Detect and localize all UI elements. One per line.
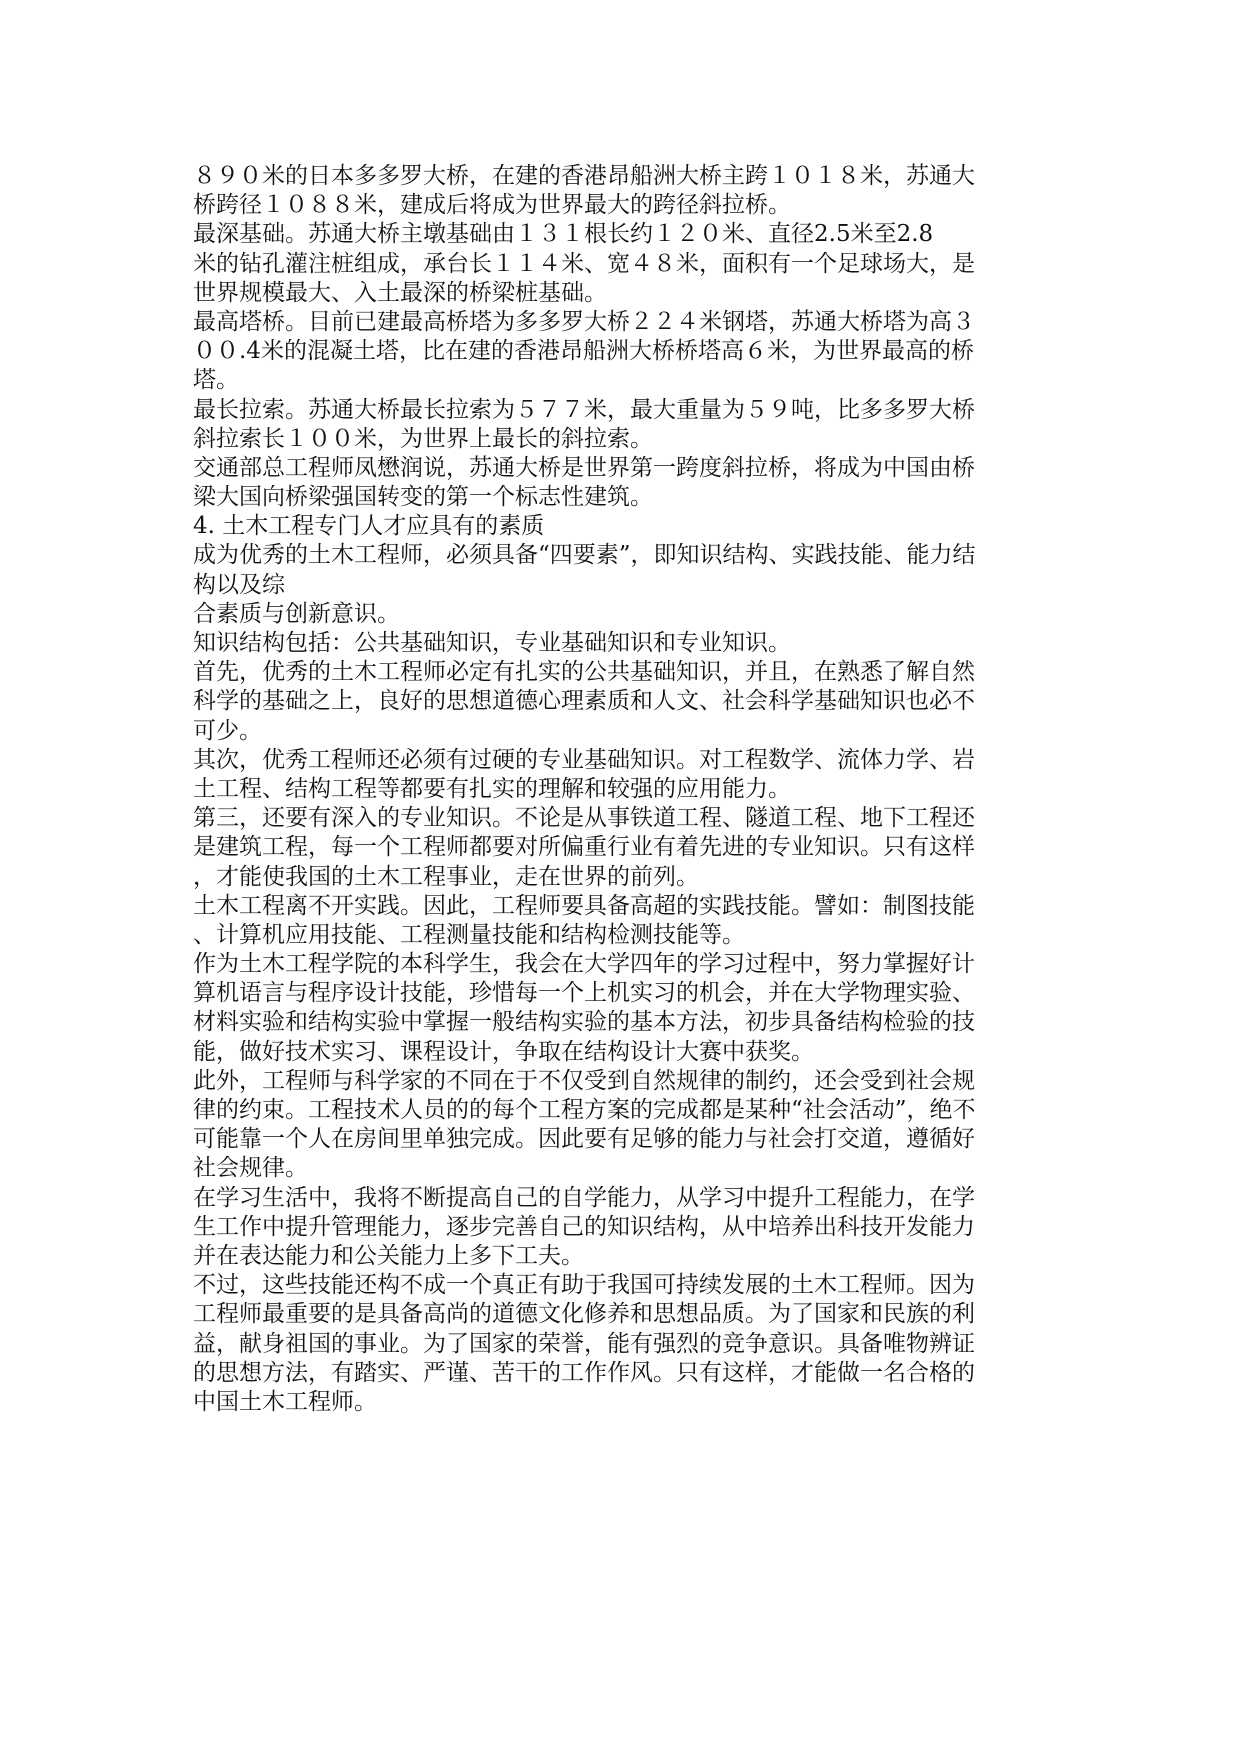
text-line: 能，做好技术实习、课程设计，争取在结构设计大赛中获奖。 [193,1038,814,1065]
text-line: 其次，优秀工程师还必须有过硬的专业基础知识。对工程数学、流体力学、岩 [193,746,975,773]
text-line: 合素质与创新意识。 [193,600,400,627]
text-line: 律的约束。工程技术人员的的每个工程方案的完成都是某种“社会活动”，绝不 [193,1097,976,1123]
text-line: 作为土木工程学院的本科学生，我会在大学四年的学习过程中，努力掌握好计 [193,951,975,978]
text-line: ００.4米的混凝土塔，比在建的香港昂船洲大桥桥塔高６米，为世界最高的桥 [193,338,974,365]
text-line: 工程师最重要的是具备高尚的道德文化修养和思想品质。为了国家和民族的利 [193,1301,975,1328]
text-line: 梁大国向桥梁强国转变的第一个标志性建筑。 [193,484,653,511]
text-line: 在学习生活中，我将不断提高自己的自学能力，从学习中提升工程能力，在学 [193,1184,975,1211]
text-line: 世界规模最大、入土最深的桥梁桩基础。 [193,279,607,306]
text-line: 的思想方法，有踏实、严谨、苦干的工作作风。只有这样，才能做一名合格的 [193,1359,975,1386]
section-heading: 4. 土木工程专门人才应具有的素质 [193,513,545,540]
text-line: 最深基础。苏通大桥主墩基础由１３１根长约１２０米、直径2.5米至2.8 [193,221,934,248]
text-line: 交通部总工程师凤懋润说，苏通大桥是世界第一跨度斜拉桥，将成为中国由桥 [193,454,975,481]
text-line: ８９０米的日本多多罗大桥，在建的香港昂船洲大桥主跨１０１８米，苏通大 [193,163,975,189]
text-line: 生工作中提升管理能力，逐步完善自己的知识结构，从中培养出科技开发能力 [193,1213,975,1240]
text-line: 材料实验和结构实验中掌握一般结构实验的基本方法，初步具备结构检验的技 [193,1009,975,1036]
text-line: 知识结构包括：公共基础知识，专业基础知识和专业知识。 [193,630,791,656]
text-line: 此外，工程师与科学家的不同在于不仅受到自然规律的制约，还会受到社会规 [193,1067,975,1094]
text-line: 算机语言与程序设计技能，珍惜每一个上机实习的机会，并在大学物理实验、 [193,980,975,1007]
text-line: ，才能使我国的土木工程事业，走在世界的前列。 [193,863,699,890]
text-line: 米的钻孔灌注桩组成，承台长１１４米、宽４８米，面积有一个足球场大，是 [193,250,975,277]
text-line: 可少。 [193,717,262,744]
text-line: 桥跨径１０８８米，建成后将成为世界最大的跨径斜拉桥。 [193,192,791,219]
text-line: 益，献身祖国的事业。为了国家的荣誉，能有强烈的竞争意识。具备唯物辨证 [193,1330,975,1357]
text-line: 不过，这些技能还构不成一个真正有助于我国可持续发展的土木工程师。因为 [193,1272,975,1299]
text-line: 可能靠一个人在房间里单独完成。因此要有足够的能力与社会打交道，遵循好 [193,1126,975,1153]
text-line: 斜拉索长１００米，为世界上最长的斜拉索。 [193,425,653,452]
text-line: 首先，优秀的土木工程师必定有扎实的公共基础知识，并且，在熟悉了解自然 [193,659,975,686]
text-line: 土木工程离不开实践。因此，工程师要具备高超的实践技能。譬如：制图技能 [193,892,975,919]
text-line: 构以及综 [193,571,285,598]
text-line: 最高塔桥。目前已建最高桥塔为多多罗大桥２２４米钢塔，苏通大桥塔为高３ [193,308,975,335]
text-line: 塔。 [193,367,239,394]
text-line: 、计算机应用技能、工程测量技能和结构检测技能等。 [193,921,745,948]
text-line: 最长拉索。苏通大桥最长拉索为５７７米，最大重量为５９吨，比多多罗大桥 [193,396,975,423]
text-line: 社会规律。 [193,1155,308,1182]
text-line: 科学的基础之上，良好的思想道德心理素质和人文、社会科学基础知识也必不 [193,688,975,715]
text-line: 成为优秀的土木工程师，必须具备“四要素”，即知识结构、实践技能、能力结 [193,542,976,569]
text-line: 土工程、结构工程等都要有扎实的理解和较强的应用能力。 [193,775,791,802]
text-line: 是建筑工程，每一个工程师都要对所偏重行业有着先进的专业知识。只有这样 [193,834,975,861]
document-body [193,162,1053,1417]
text-line: 中国土木工程师。 [193,1388,377,1415]
text-line: 第三，还要有深入的专业知识。不论是从事铁道工程、隧道工程、地下工程还 [193,805,975,832]
text-line: 并在表达能力和公关能力上多下工夫。 [193,1242,584,1269]
